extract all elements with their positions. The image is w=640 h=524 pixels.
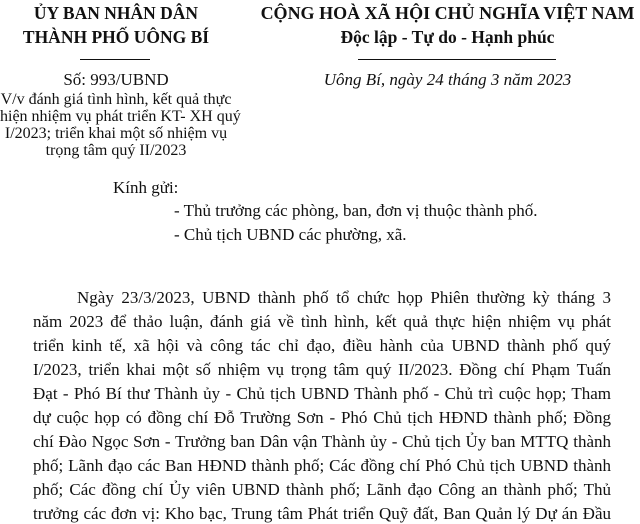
subject-line: V/v đánh giá tình hình, kết quả thực [0,91,232,108]
subject-line: hiện nhiệm vụ phát triển KT- XH quý [0,108,241,125]
recipient-item: - Chủ tịch UBND các phường, xã. [174,225,407,244]
header-right-line2: Độc lập - Tự do - Hạnh phúc [340,27,555,47]
body-line: năm 2023 để thảo luận, đánh giá về tình hình, kết quả thực hiện nhiệm vụ phát [33,312,611,331]
body-line: phố; Các đồng chí Ủy viên UBND thành phố; Lãnh đạo Công an thành phố; Thủ [33,480,611,499]
header-right-underline [358,59,556,60]
body-line: I/2023, triển khai một số nhiệm vụ trọng tâm quý II/2023. Đồng chí Phạm Tuấn [33,360,611,379]
body-line: trưởng các đơn vị: Kho bạc, Trung tâm Phát triển Quỹ đất, Ban Quản lý Dự án Đầu [33,504,611,523]
body-line: Ngày 23/3/2023, UBND thành phố tổ chức họp Phiên thường kỳ tháng 3 [77,288,611,307]
header-right-line1: CỘNG HOÀ XÃ HỘI CHỦ NGHĨA VIỆT NAM [260,3,635,23]
subject-block [0,91,241,159]
body-line: triển kinh tế, xã hội và công tác chỉ đạo, điều hành của UBND thành phố quý [33,336,611,355]
body-line: phố; Lãnh đạo các Ban HĐND thành phố; Các đồng chí Phó Chủ tịch UBND thành [33,456,611,475]
recipient-item: - Thủ trưởng các phòng, ban, đơn vị thuộc thành phố. [174,201,538,220]
body-line: dự cuộc họp có đồng chí Đỗ Trường Sơn - Phó Chủ tịch HĐND thành phố; Đồng [33,408,611,427]
header-left-line2: THÀNH PHỐ UÔNG BÍ [22,27,210,47]
header-left-line1: ỦY BAN NHÂN DÂN [33,3,199,23]
subject-line: I/2023; triển khai một số nhiệm vụ [4,125,228,142]
subject-line: trọng tâm quý II/2023 [45,142,187,159]
body-line: chí Đào Ngọc Sơn - Trưởng ban Dân vận Thành ủy - Chủ tịch Ủy ban MTTQ thành [33,432,611,451]
recipients-label: Kính gửi: [113,178,179,197]
body-line: Đạt - Phó Bí thư Thành ủy - Chủ tịch UBND Thành phố - Chủ trì cuộc họp; Tham [33,384,611,403]
place-date: Uông Bí, ngày 24 tháng 3 năm 2023 [323,70,572,89]
document-number: Số: 993/UBND [63,70,169,89]
header-left-underline [80,59,150,60]
